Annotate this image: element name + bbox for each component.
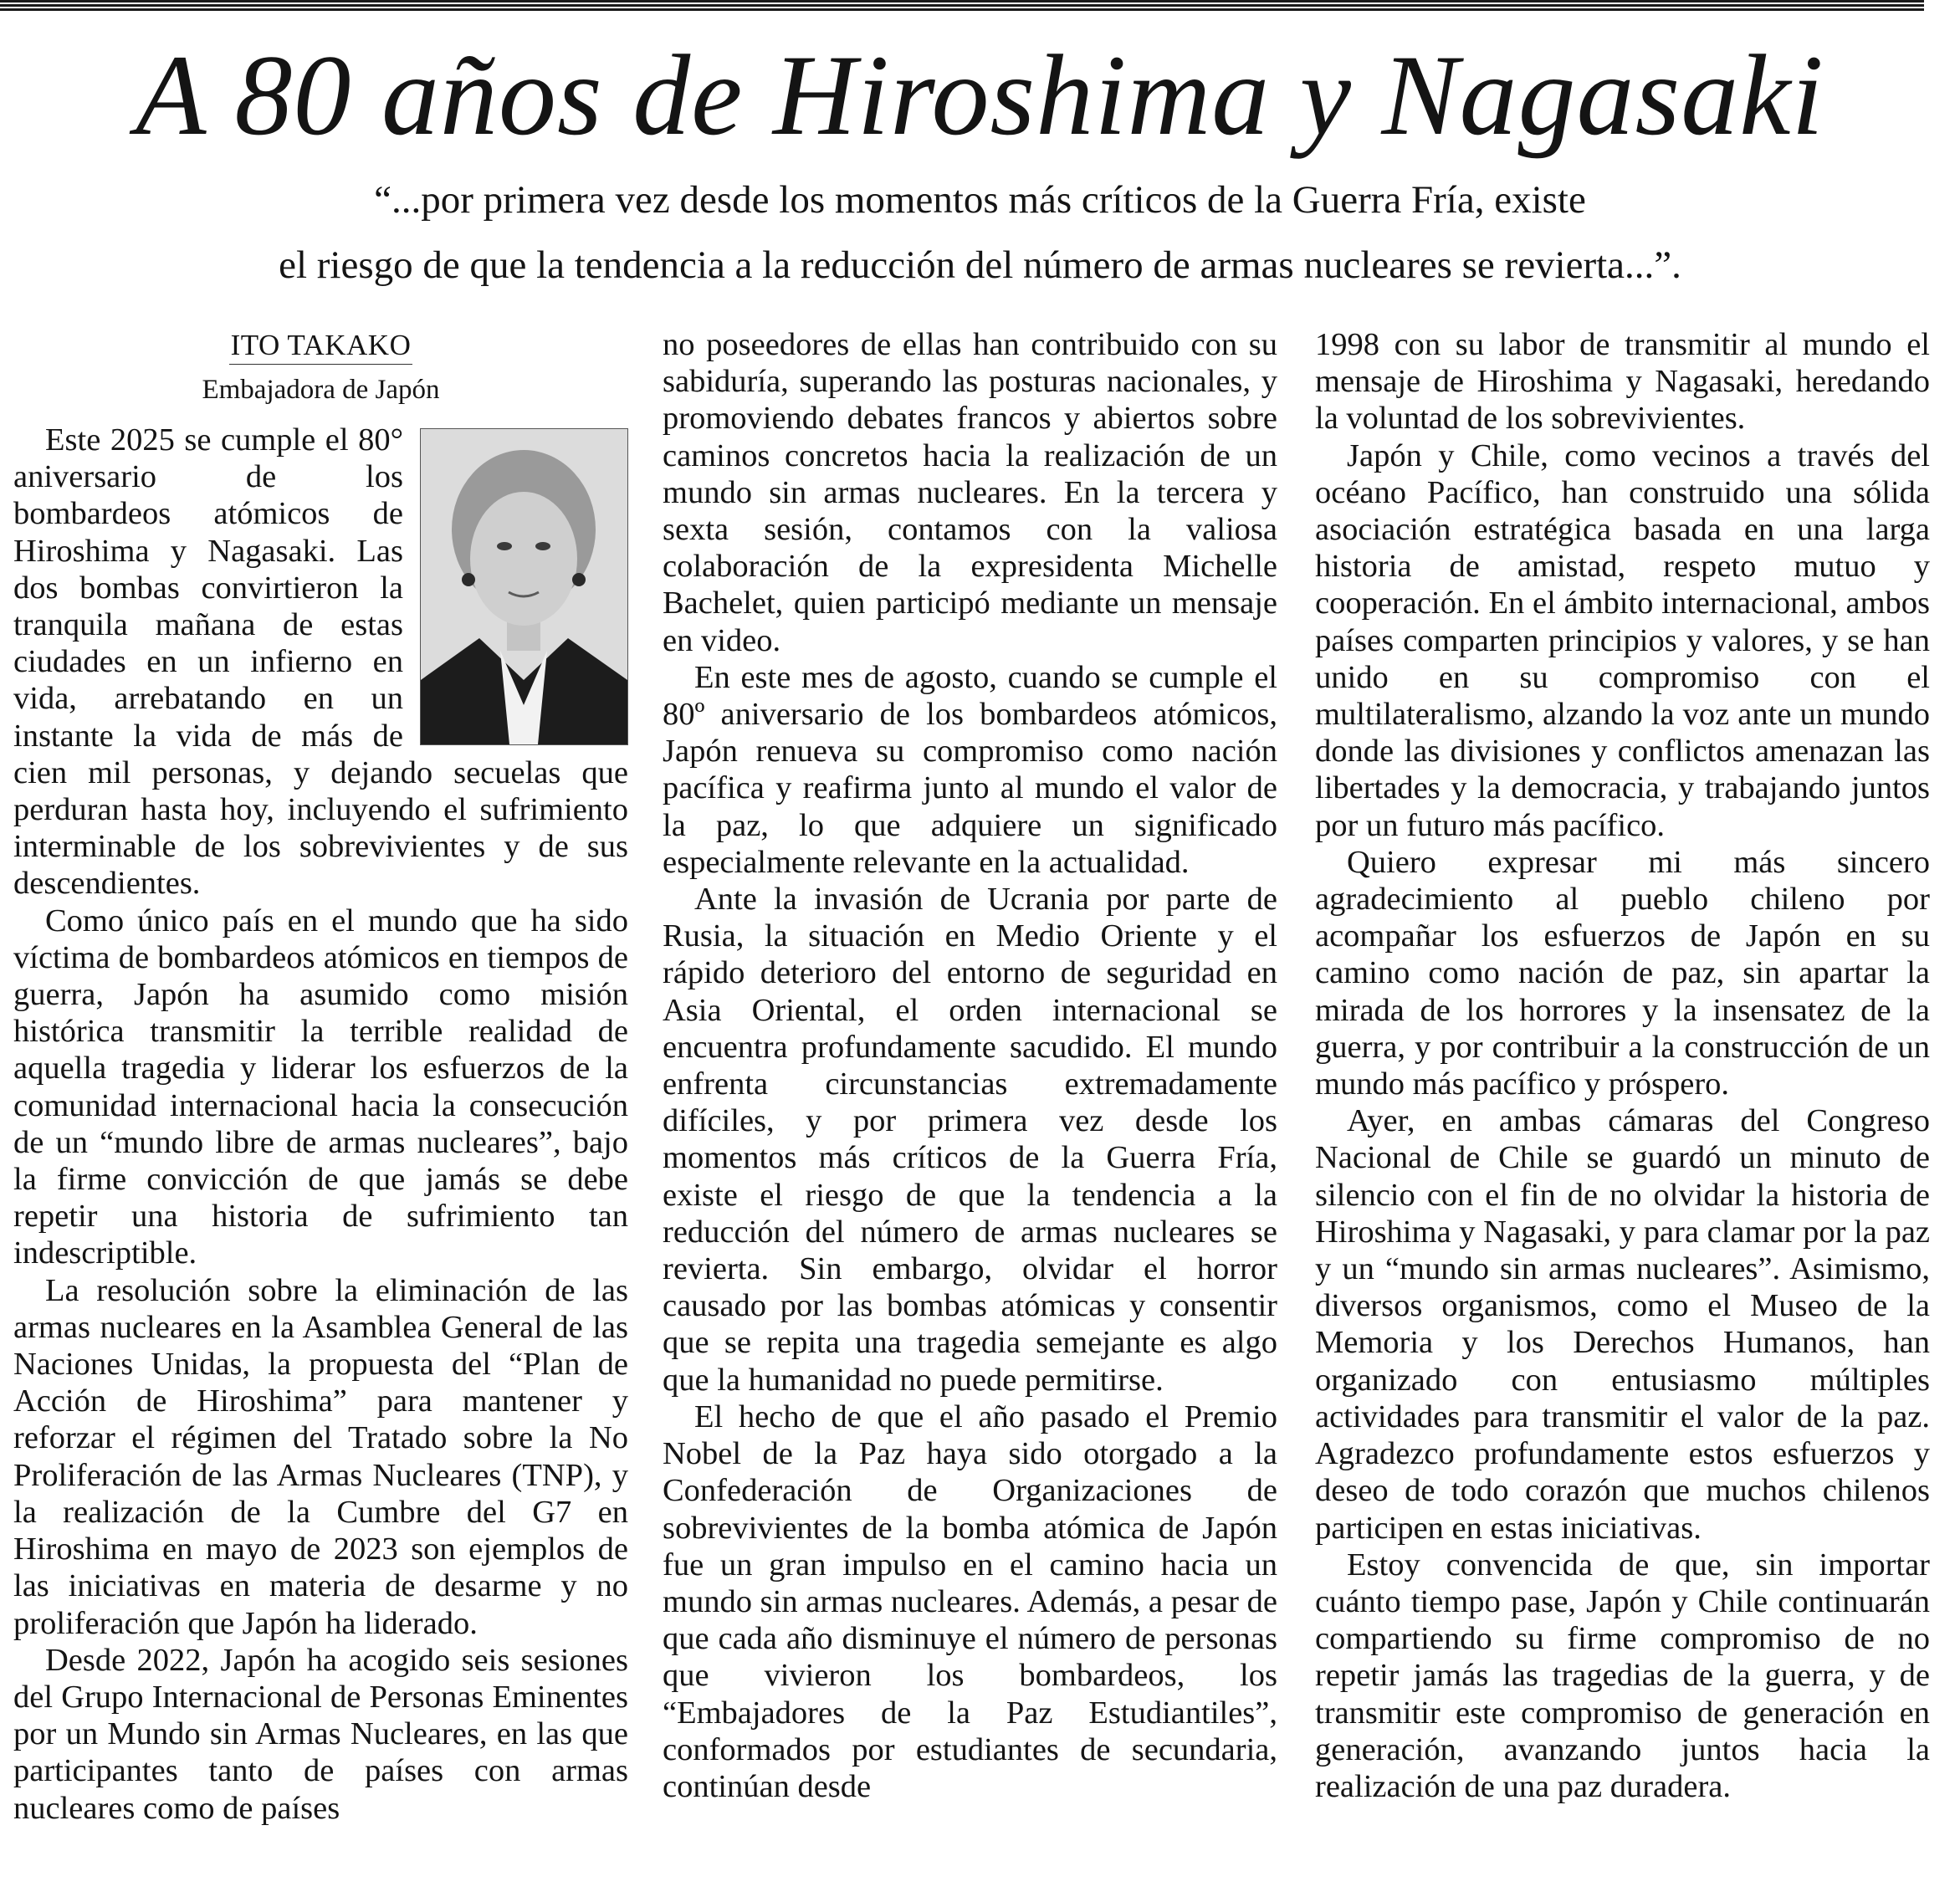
paragraph: La resolución sobre la eliminación de las armas nucleares en la Asamblea General de las Naciones Unidas, la propuesta del “Plan de Acción de Hiroshima” para mantener y reforzar el régimen del Tratado sobre la No Proliferación de las Armas Nucleares (TNP), y la realización de la Cumbre del G7 en Hiroshima en mayo de 2023 son ejemplos de las iniciativas en materia de desarme y no proliferación que Japón ha liderado. xyxy=(13,1272,628,1641)
deck-line-1: “...por primera vez desde los momentos más críticos de la Guerra Fría, existe xyxy=(374,178,1586,222)
paragraph: Quiero expresar mi más sincero agradecimiento al pueblo chileno por acompañar los esfuerzos de Japón en su camino como nación de paz, sin apartar la mirada de los horrores y la insensatez de la guerra, y por contribuir a la construcción de un mundo más pacífico y próspero. xyxy=(1315,844,1930,1102)
paragraph: Japón y Chile, como vecinos a través del océano Pacífico, han construido una sólida asociación estratégica basada en una larga historia de amistad, respeto mutuo y cooperación. En el ámbito internacional, ambos países comparten principios y valores, y se han unido en su compromiso con el multilateralismo, alzando la voz ante un mundo donde las divisiones y conflictos amenazan las libertades y la democracia, y trabajando juntos por un futuro más pacífico. xyxy=(1315,437,1930,843)
author-portrait-photo xyxy=(420,428,628,745)
paragraph: Ante la invasión de Ucrania por parte de Rusia, la situación en Medio Oriente y el rápido deterioro del entorno de seguridad en Asia Oriental, el orden internacional se encuentra profundamente sacudido. El mundo enfrenta circunstancias extremadamente difíciles, y por primera vez desde los momentos más críticos de la Guerra Fría, existe el riesgo de que la tendencia a la reducción del número de armas nucleares se revierta. Sin embargo, olvidar el horror causado por las bombas atómicas y consentir que se repita una tragedia semejante es algo que la humanidad no puede permitirse. xyxy=(663,882,1277,1398)
paragraph: Como único país en el mundo que ha sido víctima de bombardeos atómicos en tiempos de guerra, Japón ha asumido como misión histórica transmitir la terrible realidad de aquella tragedia y liderar los esfuerzos de la comunidad internacional hacia la consecución de un “mundo libre de armas nucleares”, bajo la firme convicción de que jamás se debe repetir una historia de sufrimiento tan indescriptible. xyxy=(13,902,628,1271)
column-3 xyxy=(1315,326,1930,1805)
author-name: ITO TAKAKO xyxy=(229,327,413,365)
paragraph-continued: no poseedores de ellas han contribuido con su sabiduría, superando las posturas nacionales, y promoviendo debates francos y abiertos sobre caminos concretos hacia la realización de un mundo sin armas nucleares. En la tercera y sexta sesión, contamos con la valiosa colaboración de la expresidenta Michelle Bachelet, quien participó mediante un mensaje en video. xyxy=(663,327,1277,658)
column-1 xyxy=(13,326,628,1827)
author-role: Embajadora de Japón xyxy=(202,375,440,405)
top-double-rule xyxy=(0,0,1924,15)
paragraph-continued: 1998 con su labor de transmitir al mundo el mensaje de Hiroshima y Nagasaki, heredando la voluntad de los sobrevivientes. xyxy=(1315,327,1930,437)
column-2 xyxy=(663,326,1277,1805)
paragraph: Este 2025 se cumple el 80° aniversario de los bombardeos atómicos de Hiroshima y Nagasaki. Las dos bombas convirtieron la tranquila mañana de estas ciudades en un infierno en vida, arrebatando en un instante la vida de más de cien mil personas, y dejando secuelas que perduran hasta hoy, incluyendo el sufrimiento interminable de los sobrevivientes y de sus descendientes. xyxy=(13,422,628,902)
deck-line-2: el riesgo de que la tendencia a la reducción del número de armas nucleares se revierta...”. xyxy=(279,243,1681,287)
paragraph: En este mes de agosto, cuando se cumple el 80º aniversario de los bombardeos atómicos, Japón renueva su compromiso como nación pacífica y reafirma junto al mundo el valor de la paz, lo que adquiere un significado especialmente relevante en la actualidad. xyxy=(663,659,1277,880)
headline: A 80 años de Hiroshima y Nagasaki xyxy=(136,31,1824,159)
paragraph: Estoy convencida de que, sin importar cuánto tiempo pase, Japón y Chile continuarán compartiendo su firme compromiso de no repetir jamás las tragedias de la guerra, y de transmitir este compromiso de generación en generación, avanzando juntos hacia la realización de una paz duradera. xyxy=(1315,1547,1930,1804)
paragraph: El hecho de que el año pasado el Premio Nobel de la Paz haya sido otorgado a la Confederación de Organizaciones de sobrevivientes de la bomba atómica de Japón fue un gran impulso en el camino hacia un mundo sin armas nucleares. Además, a pesar de que cada año disminuye el número de personas que vivieron los bombardeos, los “Embajadores de la Paz Estudiantiles”, conformados por estudiantes de secundaria, continúan desde xyxy=(663,1398,1277,1804)
pull-quote-deck xyxy=(117,167,1843,298)
paragraph: Desde 2022, Japón ha acogido seis sesiones del Grupo Internacional de Personas Eminentes por un Mundo sin Armas Nucleares, en las que participantes tanto de países con armas nucleares como de países xyxy=(13,1642,628,1826)
byline xyxy=(13,326,628,408)
paragraph: Ayer, en ambas cámaras del Congreso Nacional de Chile se guardó un minuto de silencio con el fin de no olvidar la historia de Hiroshima y Nagasaki, y para clamar por la paz y un “mundo sin armas nucleares”. Asimismo, diversos organismos, como el Museo de la Memoria y los Derechos Humanos, han organizado con entusiasmo múltiples actividades para transmitir el valor de la paz. Agradezco profundamente estos esfuerzos y deseo de todo corazón que muchos chilenos participen en estas iniciativas. xyxy=(1315,1103,1930,1546)
